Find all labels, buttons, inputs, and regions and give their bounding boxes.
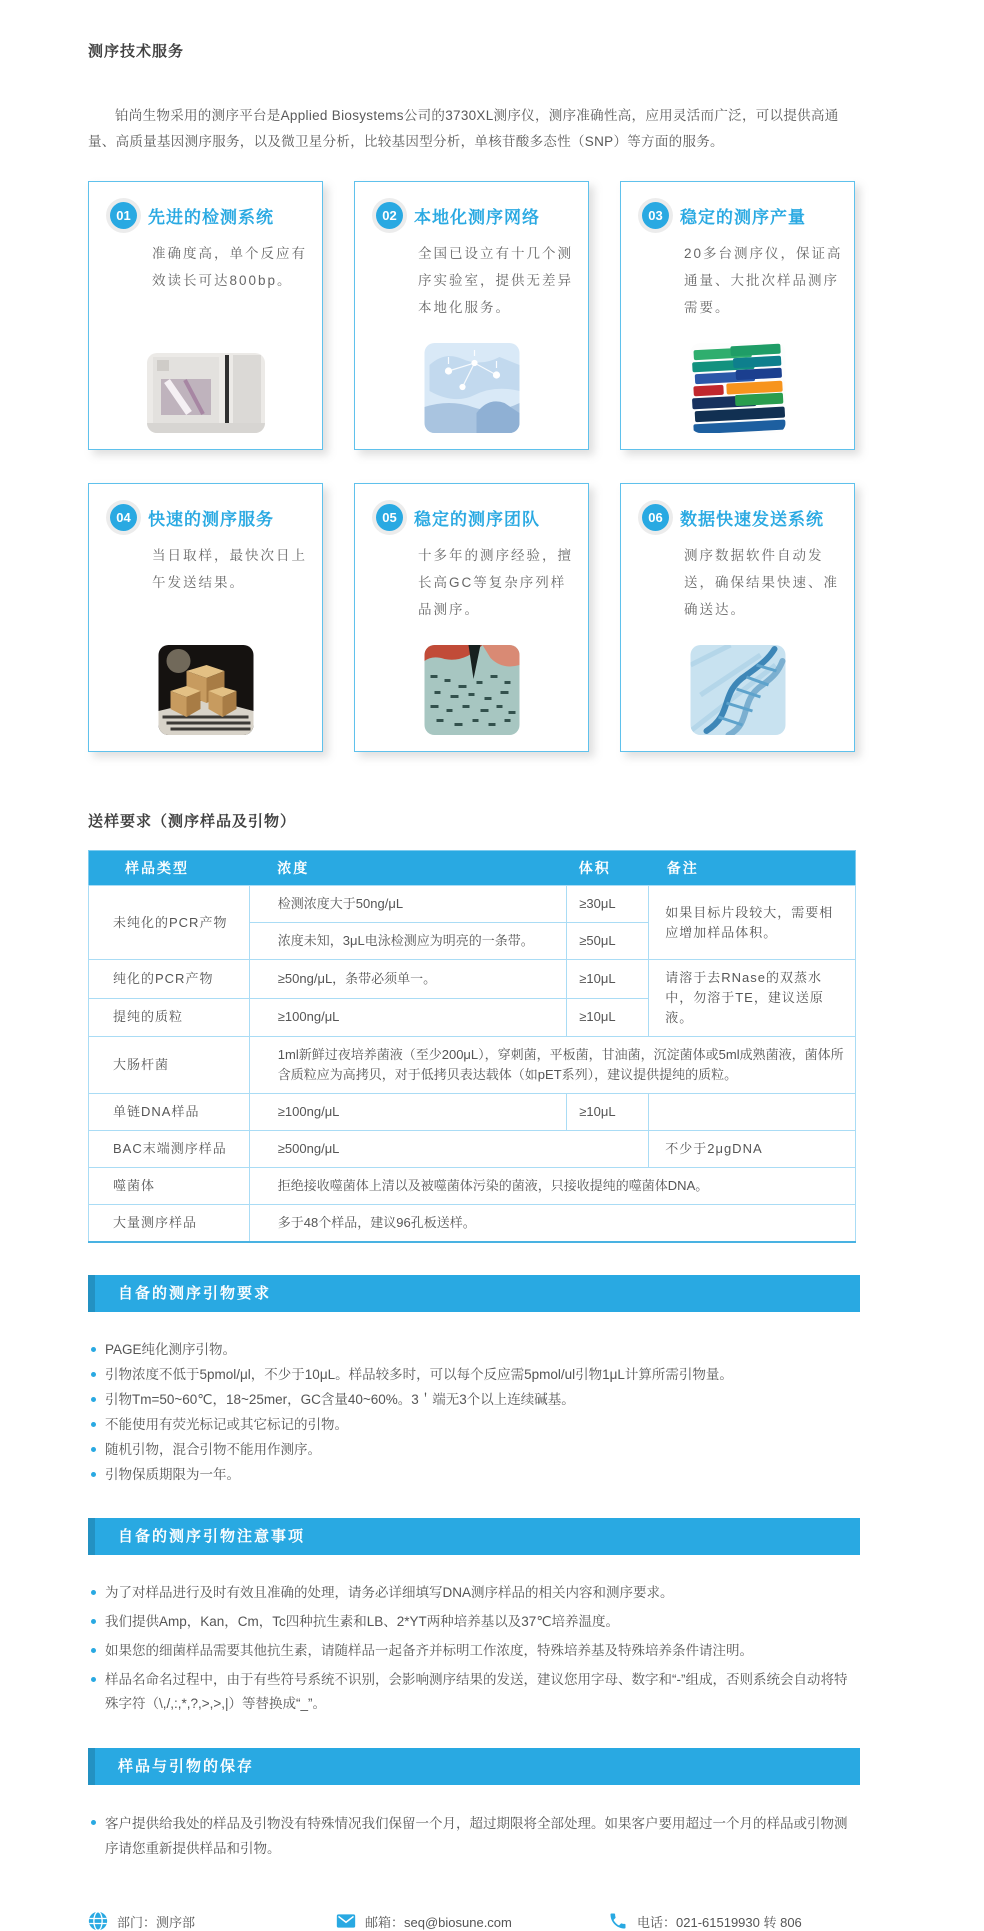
primer-notes-list xyxy=(88,1581,860,1716)
card-header xyxy=(642,504,838,531)
card-title: 稳定的测序产量 xyxy=(680,208,806,227)
storage-list xyxy=(88,1811,860,1861)
bullet-item: 如果您的细菌样品需要其他抗生素，请随样品一起备齐并标明工作浓度，特殊培养基及特殊培养条件请注明。 xyxy=(88,1639,860,1663)
intro-paragraph: 铂尚生物采用的测序平台是Applied Biosystems公司的3730XL测序仪，测序准确性高，应用灵活而广泛，可以提供高通量、高质量基因测序服务，以及微卫星分析，比较基因型分析，单核苷酸多态性（SNP）等方面的服务。 xyxy=(88,108,839,149)
cell-volume: ≥50μL xyxy=(567,923,649,960)
column-header-sample-type: 样品类型 xyxy=(89,851,250,886)
dna-helix-photo xyxy=(690,645,785,735)
cell-volume: ≥10μL xyxy=(567,998,649,1037)
cell-concentration: 检测浓度大于50ng/μL xyxy=(249,886,567,923)
sequencer-machine-photo xyxy=(147,353,265,433)
cell-notes: 请溶于去RNase的双蒸水中，勿溶于TE，建议送原液。 xyxy=(649,960,856,1037)
bullet-item: 引物浓度不低于5pmol/μl，不少于10μL。样品较多时，可以每个反应需5pmol/ul引物1μL计算所需引物量。 xyxy=(88,1363,860,1386)
bullet-item: PAGE纯化测序引物。 xyxy=(88,1338,860,1361)
cell-sample-type: BAC末端测序样品 xyxy=(89,1131,250,1168)
bullet-item: 样品名命名过程中，由于有些符号系统不识别，会影响测序结果的发送，建议您用字母、数字和“-”组成，否则系统会自动将特殊字符（\,/,:,*,?,>,>,|）等替换成“_”。 xyxy=(88,1668,860,1716)
number-badge: 04 xyxy=(110,504,137,531)
sample-requirements-table xyxy=(88,850,856,1243)
number-badge: 05 xyxy=(376,504,403,531)
bullet-item: 随机引物，混合引物不能用作测序。 xyxy=(88,1438,860,1461)
footer-dept xyxy=(88,1911,336,1931)
feature-card-03 xyxy=(620,181,855,450)
card-header xyxy=(110,504,306,531)
cell-sample-type: 提纯的质粒 xyxy=(89,998,250,1037)
cell-concentration: ≥100ng/μL xyxy=(249,1094,567,1131)
feature-card-05 xyxy=(354,483,589,752)
table-row xyxy=(89,1168,856,1205)
table-row xyxy=(89,886,856,923)
footer-contact xyxy=(88,1911,860,1931)
card-title: 先进的检测系统 xyxy=(148,208,274,227)
page-content xyxy=(88,0,860,1931)
column-header-notes: 备注 xyxy=(649,851,856,886)
number-badge: 03 xyxy=(642,202,669,229)
footer-phone xyxy=(608,1911,802,1931)
footer-phone-text: 电话：021-61519930 转 806 xyxy=(637,1914,802,1930)
cell-sample-type: 大肠杆菌 xyxy=(89,1037,250,1094)
card-header xyxy=(376,202,572,229)
globe-icon xyxy=(88,1911,108,1931)
feature-card-02 xyxy=(354,181,589,450)
cell-notes xyxy=(649,1094,856,1131)
feature-card-06 xyxy=(620,483,855,752)
card-title: 稳定的测序团队 xyxy=(414,510,540,529)
card-description: 准确度高，单个反应有效读长可达800bp。 xyxy=(152,246,307,288)
footer-email-text: 邮箱：seq@biosune.com xyxy=(365,1914,512,1930)
feature-cards xyxy=(88,181,860,752)
bullet-item: 引物Tm=50~60℃，18~25mer，GC含量40~60%。3＇端无3个以上连续碱基。 xyxy=(88,1388,860,1411)
sample-requirements-heading: 送样要求（测序样品及引物） xyxy=(88,813,297,830)
card-header xyxy=(642,202,838,229)
footer-dept-text: 部门：测序部 xyxy=(117,1914,196,1930)
cell-concentration: ≥100ng/μL xyxy=(249,998,567,1037)
network-map-photo xyxy=(424,343,519,433)
cell-concentration: 浓度未知，3μL电泳检测应为明亮的一条带。 xyxy=(249,923,567,960)
cell-concentration: ≥500ng/μL xyxy=(249,1131,648,1168)
card-description: 全国已设立有十几个测序实验室，提供无差异本地化服务。 xyxy=(418,246,573,315)
envelope-icon xyxy=(336,1911,356,1931)
cell-volume: ≥10μL xyxy=(567,960,649,999)
number-badge: 02 xyxy=(376,202,403,229)
sequence-gel-photo xyxy=(424,645,519,735)
table-row xyxy=(89,1037,856,1094)
cell-volume: ≥30μL xyxy=(567,886,649,923)
card-header xyxy=(376,504,572,531)
cell-concentration: ≥50ng/μL，条带必须单一。 xyxy=(249,960,567,999)
card-title: 快速的测序服务 xyxy=(148,510,274,529)
page-title: 测序技术服务 xyxy=(88,43,185,60)
cell-sample-type: 纯化的PCR产物 xyxy=(89,960,250,999)
feature-card-04 xyxy=(88,483,323,752)
cell-sample-type: 大量测序样品 xyxy=(89,1205,250,1243)
section-banner-storage: 样品与引物的保存 xyxy=(88,1748,860,1785)
section-banner-primer-notes: 自备的测序引物注意事项 xyxy=(88,1518,860,1555)
table-row xyxy=(89,1205,856,1243)
cell-notes: 如果目标片段较大，需要相应增加样品体积。 xyxy=(649,886,856,960)
bullet-item: 客户提供给我处的样品及引物没有特殊情况我们保留一个月，超过期限将全部处理。如果客户要用超过一个月的样品或引物测序请您重新提供样品和引物。 xyxy=(88,1811,860,1861)
cell-notes: 1ml新鲜过夜培养菌液（至少200μL），穿刺菌，平板菌，甘油菌，沉淀菌体或5ml成熟菌液，菌体所含质粒应为高拷贝，对于低拷贝表达载体（如pET系列），建议提供提纯的质粒。 xyxy=(249,1037,855,1094)
cell-volume: ≥10μL xyxy=(567,1094,649,1131)
column-header-concentration: 浓度 xyxy=(249,851,567,886)
feature-card-01 xyxy=(88,181,323,450)
card-description: 测序数据软件自动发送，确保结果快速、准确送达。 xyxy=(684,548,839,617)
card-description: 20多台测序仪，保证高通量、大批次样品测序需要。 xyxy=(684,246,843,315)
bullet-item: 不能使用有荧光标记或其它标记的引物。 xyxy=(88,1413,860,1436)
shipping-boxes-photo xyxy=(158,645,253,735)
bullet-item: 为了对样品进行及时有效且准确的处理，请务必详细填写DNA测序样品的相关内容和测序要求。 xyxy=(88,1581,860,1605)
cell-notes: 多于48个样品，建议96孔板送样。 xyxy=(249,1205,855,1243)
card-title: 本地化测序网络 xyxy=(414,208,540,227)
sample-plates-photo xyxy=(690,343,785,433)
cell-notes: 不少于2μgDNA xyxy=(649,1131,856,1168)
table-header-row xyxy=(89,851,856,886)
cell-notes: 拒绝接收噬菌体上清以及被噬菌体污染的菌液，只接收提纯的噬菌体DNA。 xyxy=(249,1168,855,1205)
card-title: 数据快速发送系统 xyxy=(680,510,824,529)
column-header-volume: 体积 xyxy=(567,851,649,886)
table-row xyxy=(89,1131,856,1168)
section-banner-primer-requirements: 自备的测序引物要求 xyxy=(88,1275,860,1312)
number-badge: 06 xyxy=(642,504,669,531)
cell-sample-type: 单链DNA样品 xyxy=(89,1094,250,1131)
bullet-item: 引物保质期限为一年。 xyxy=(88,1463,860,1486)
card-description: 当日取样，最快次日上午发送结果。 xyxy=(152,548,307,590)
bullet-item: 我们提供Amp，Kan，Cm，Tc四种抗生素和LB、2*YT两种培养基以及37℃培养温度。 xyxy=(88,1610,860,1634)
footer-email xyxy=(336,1911,608,1931)
phone-icon xyxy=(608,1911,628,1931)
cell-sample-type: 噬菌体 xyxy=(89,1168,250,1205)
table-row xyxy=(89,1094,856,1131)
card-header xyxy=(110,202,306,229)
primer-requirements-list xyxy=(88,1338,860,1486)
card-description: 十多年的测序经验，擅长高GC等复杂序列样品测序。 xyxy=(418,548,573,617)
number-badge: 01 xyxy=(110,202,137,229)
table-row xyxy=(89,960,856,999)
cell-sample-type: 未纯化的PCR产物 xyxy=(89,886,250,960)
